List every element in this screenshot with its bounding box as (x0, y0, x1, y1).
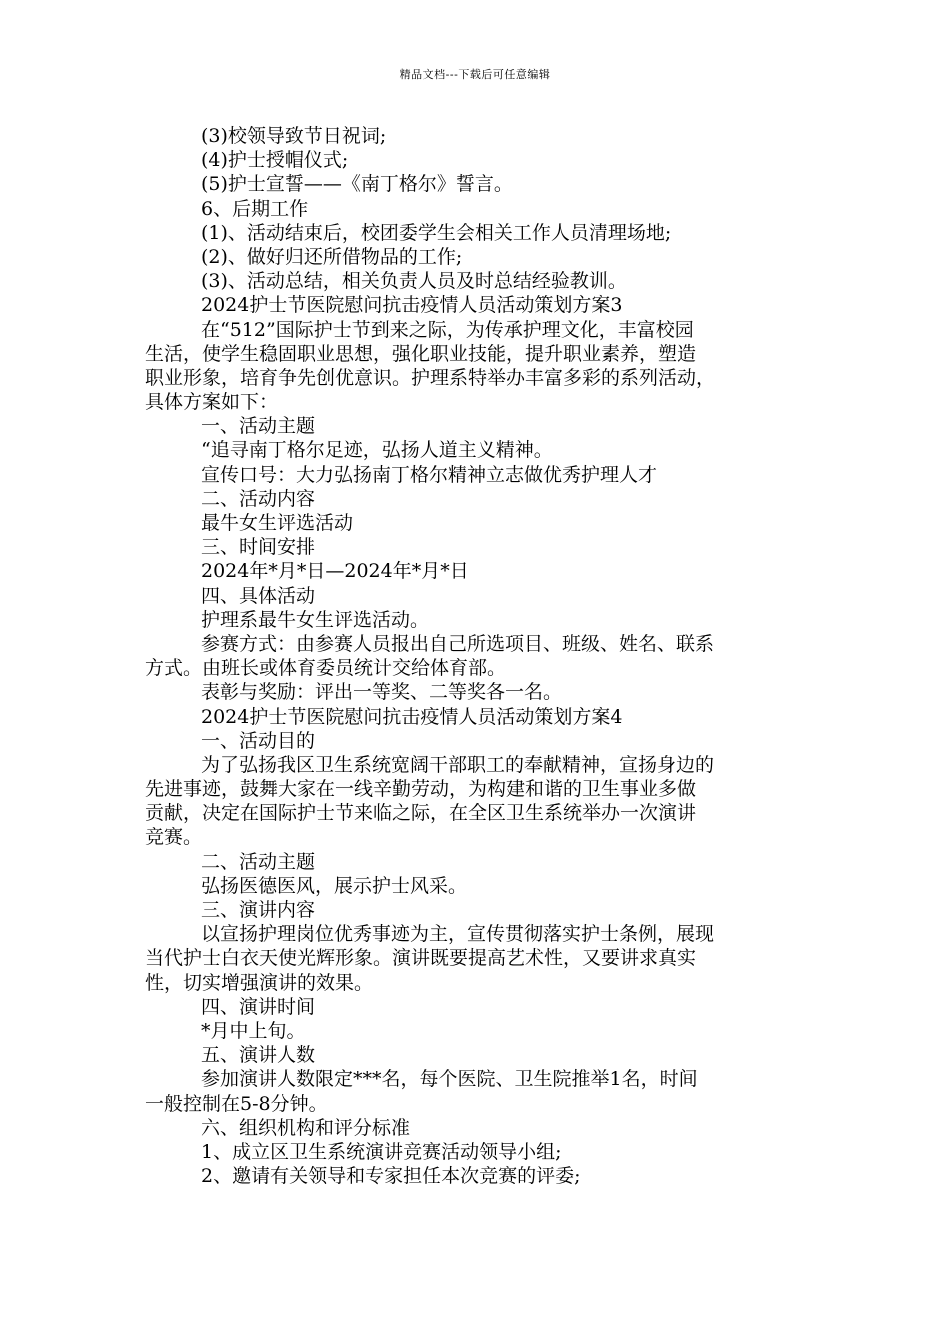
text-line: 一般控制在5-8分钟。 (145, 1092, 328, 1115)
text-line: 具体方案如下： (145, 391, 279, 414)
document-body (145, 124, 805, 1188)
text-line: 2024护士节医院慰问抗击疫情人员活动策划方案3 (201, 294, 623, 317)
text-line: 六、组织机构和评分标准 (201, 1116, 411, 1139)
text-line: 四、具体活动 (201, 584, 316, 607)
text-line: 贡献，决定在国际护士节来临之际，在全区卫生系统举办一次演讲 (145, 802, 697, 825)
text-line: 五、演讲人数 (201, 1044, 316, 1067)
text-line: 1、成立区卫生系统演讲竞赛活动领导小组; (201, 1140, 562, 1163)
text-line: *月中上旬。 (201, 1019, 306, 1042)
text-line: 职业形象，培育争先创优意识。护理系特举办丰富多彩的系列活动， (145, 366, 716, 389)
text-line: 参赛方式：由参赛人员报出自己所选项目、班级、姓名、联系 (201, 632, 715, 655)
text-line: 弘扬医德医风，展示护士风采。 (201, 874, 468, 897)
page-header: 精品文档---下载后可任意编辑 (399, 68, 551, 81)
text-line: 6、后期工作 (201, 197, 309, 220)
text-line: 一、活动目的 (201, 729, 316, 752)
text-line: 为了弘扬我区卫生系统宽阔干部职工的奉献精神，宣扬身边的 (201, 753, 715, 776)
text-line: (3)、活动总结，相关负责人员及时总结经验教训。 (201, 270, 627, 293)
text-line: (4)护士授帽仪式; (201, 149, 349, 172)
text-line: 四、演讲时间 (201, 995, 316, 1018)
text-line: 一、活动主题 (201, 415, 316, 438)
text-line: 宣传口号：大力弘扬南丁格尔精神立志做优秀护理人才 (201, 463, 658, 486)
text-line: 二、活动内容 (201, 487, 316, 510)
text-line: 护理系最牛女生评选活动。 (201, 608, 430, 631)
text-line: 表彰与奖励：评出一等奖、二等奖各一名。 (201, 681, 563, 704)
text-line: “追寻南丁格尔足迹，弘扬人道主义精神。 (201, 439, 553, 462)
text-line: 二、活动主题 (201, 850, 316, 873)
text-line: 参加演讲人数限定***名，每个医院、卫生院推举1名，时间 (201, 1068, 698, 1091)
text-line: 在“512”国际护士节到来之际，为传承护理文化，丰富校园 (201, 318, 694, 341)
text-line: 先进事迹，鼓舞大家在一线辛勤劳动，为构建和谐的卫生事业多做 (145, 778, 697, 801)
text-line: 性，切实增强演讲的效果。 (145, 971, 374, 994)
text-line: 当代护士白衣天使光辉形象。演讲既要提高艺术性，又要讲求真实 (145, 947, 697, 970)
text-line: 2024护士节医院慰问抗击疫情人员活动策划方案4 (201, 705, 623, 728)
text-line: (2)、做好归还所借物品的工作; (201, 245, 463, 268)
text-line: 方式。由班长或体育委员统计交给体育部。 (145, 657, 507, 680)
text-line: 三、时间安排 (201, 536, 316, 559)
text-line: 生活，使学生稳固职业思想，强化职业技能，提升职业素养，塑造 (145, 342, 697, 365)
text-line: 以宣扬护理岗位优秀事迹为主，宣传贯彻落实护士条例，展现 (201, 923, 715, 946)
text-line: 三、演讲内容 (201, 899, 316, 921)
text-line: 最牛女生评选活动 (201, 512, 354, 534)
text-line: 2、邀请有关领导和专家担任本次竞赛的评委; (201, 1165, 581, 1188)
text-line: 竞赛。 (145, 826, 203, 849)
text-line: (1)、活动结束后，校团委学生会相关工作人员清理场地; (201, 221, 672, 244)
text-line: (5)护士宣誓——《南丁格尔》誓言。 (201, 173, 513, 196)
text-line: 2024年*月*日—2024年*月*日 (201, 560, 469, 583)
text-line: (3)校领导致节日祝词; (201, 125, 387, 147)
